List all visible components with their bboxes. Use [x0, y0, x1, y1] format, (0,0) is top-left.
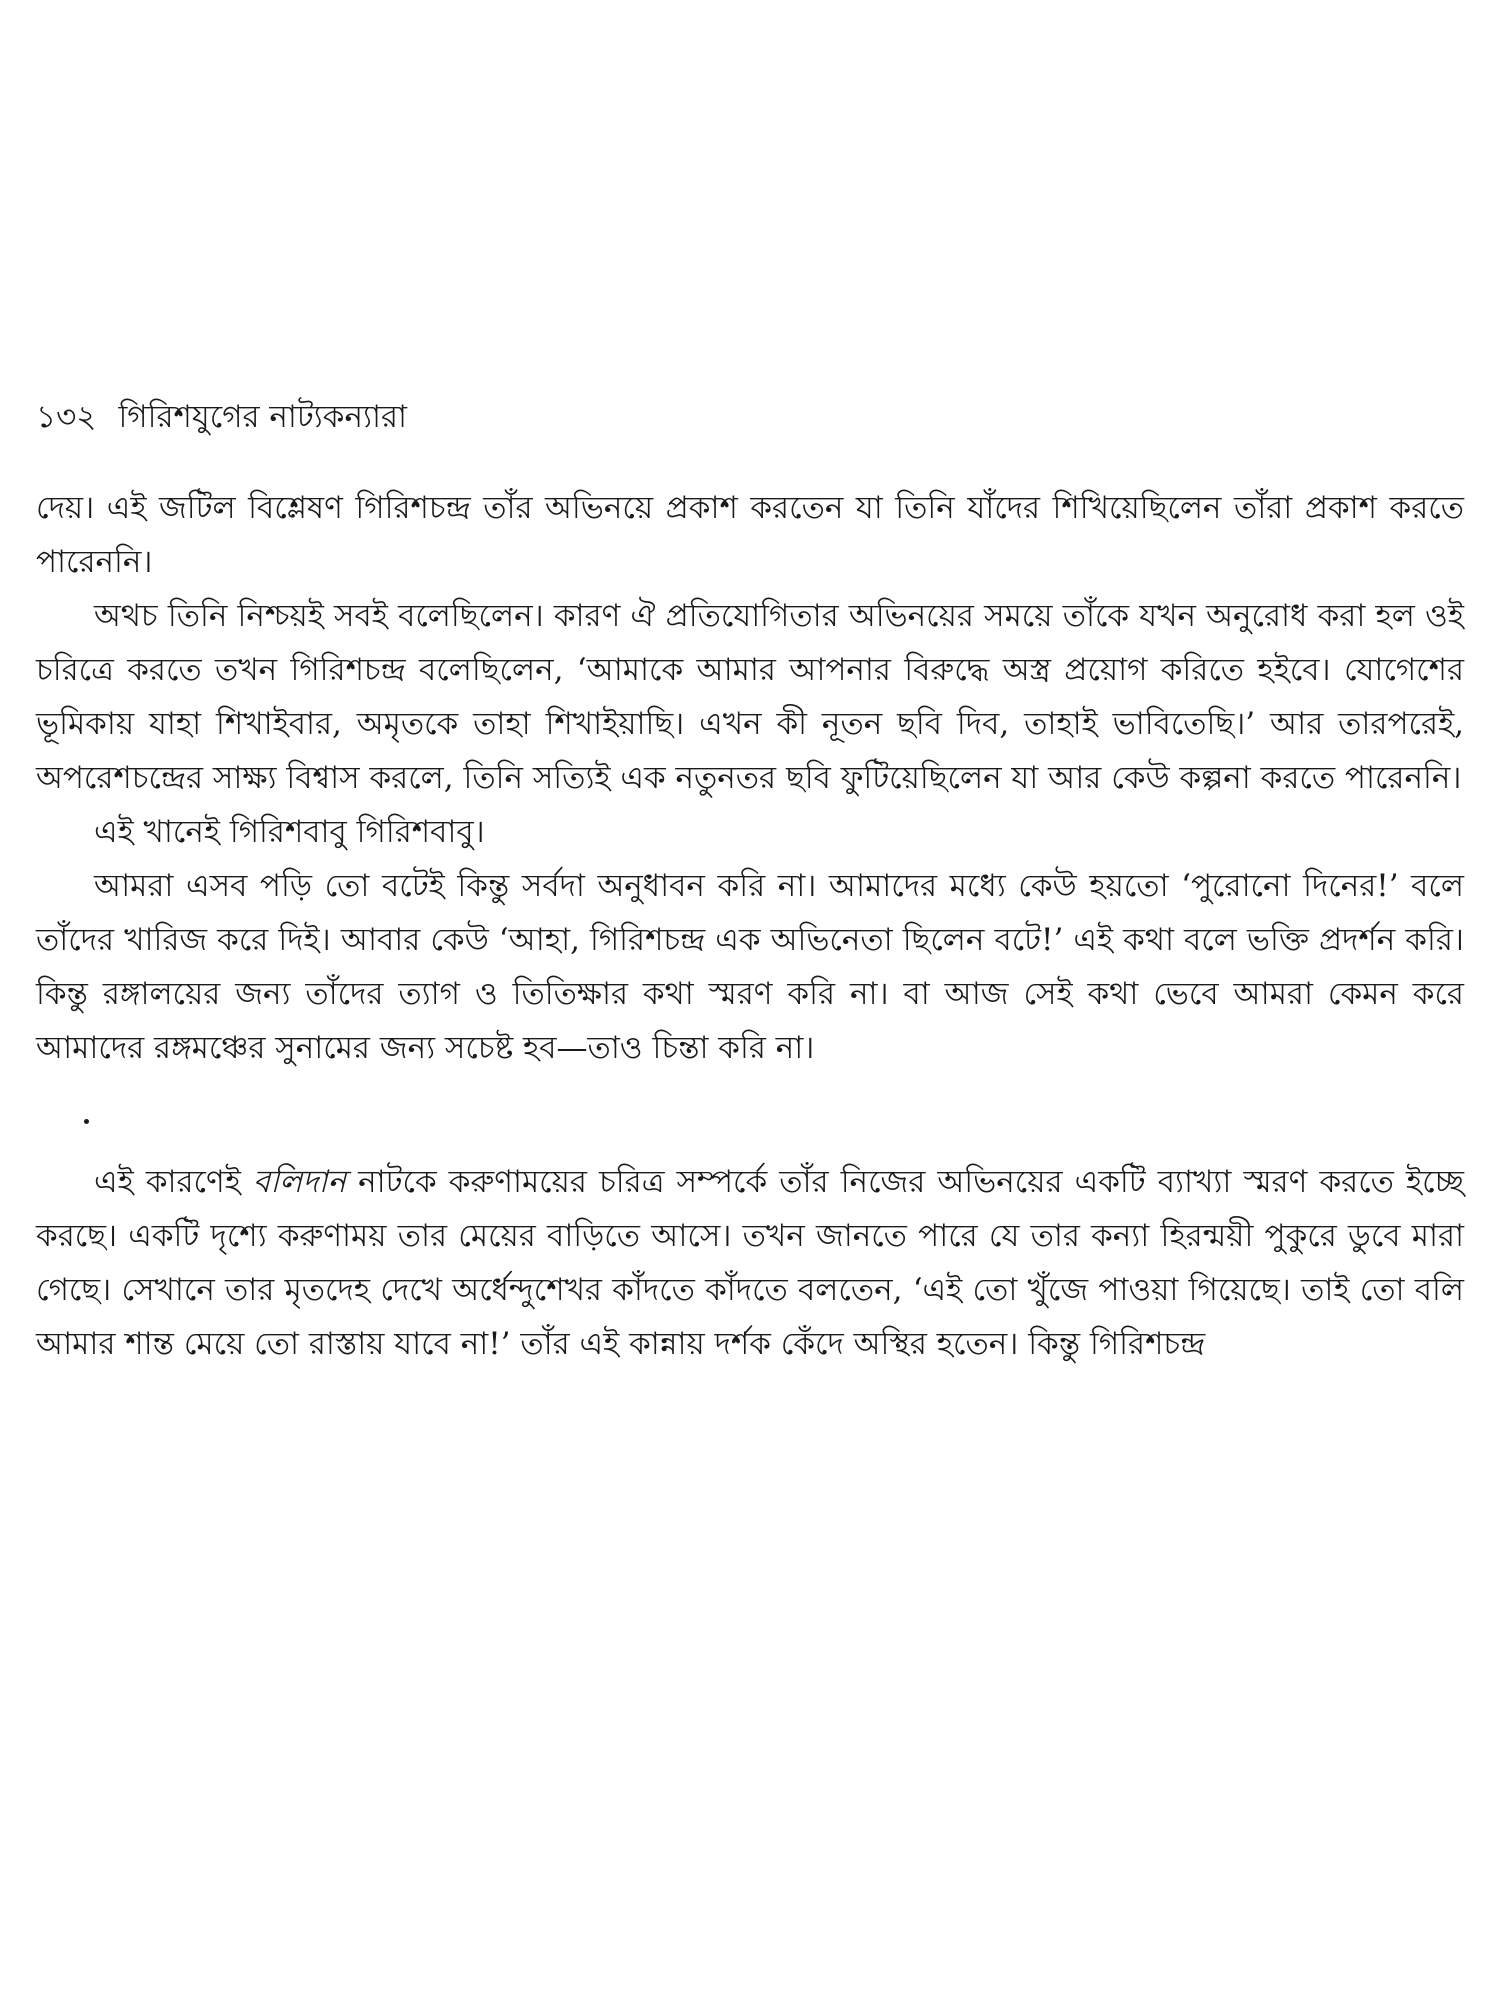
paragraph-2: অথচ তিনি নিশ্চয়ই সবই বলেছিলেন। কারণ ঐ প্রতিযোগিতার অভিনয়ের সময়ে তাঁকে যখন অনুরোধ করা হল ওই চরিত্রে করতে তখন গিরিশচন্দ্র বলেছিলেন, ‘আমাকে আমার আপনার বিরুদ্ধে অস্ত্র প্রয়োগ করিতে হইবে। যোগেশের ভূমিকায় যাহা শিখাইবার, অমৃতকে তাহা শিখাইয়াছি। এখন কী নূতন ছবি দিব, তাহাই ভাবিতেছি।’ আর তারপরেই, অপরেশচন্দ্রের সাক্ষ্য বিশ্বাস করলে, তিনি সত্যিই এক নতুনতর ছবি ফুটিয়েছিলেন যা আর কেউ কল্পনা করতে পারেননি।: [36, 598, 1464, 796]
page-number: ১৩২: [36, 399, 97, 435]
book-title: গিরিশযুগের নাট্যকন্যারা: [118, 399, 408, 435]
body-text: [36, 481, 1464, 1371]
paragraph-4: আমরা এসব পড়ি তো বটেই কিন্তু সর্বদা অনুধাবন করি না। আমাদের মধ্যে কেউ হয়তো ‘পুরোনো দিনের!’ বলে তাঁদের খারিজ করে দিই। আবার কেউ ‘আহা, গিরিশচন্দ্র এক অভিনেতা ছিলেন বটে!’ এই কথা বলে ভক্তি প্রদর্শন করি। কিন্তু রঙ্গালয়ের জন্য তাঁদের ত্যাগ ও তিতিক্ষার কথা স্মরণ করি না। বা আজ সেই কথা ভেবে আমরা কেমন করে আমাদের রঙ্গমঞ্চের সুনামের জন্য সচেষ্ট হব—তাও চিন্তা করি না।: [36, 868, 1464, 1066]
running-head: [36, 395, 1464, 439]
play-title-italic: বলিদান: [253, 1164, 346, 1200]
paragraph-5-lead: এই কারণেই: [94, 1164, 253, 1200]
paragraph-5: [36, 1155, 1464, 1371]
paragraph-3: এই খানেই গিরিশবাবু গিরিশবাবু।: [94, 814, 485, 850]
paragraph-5-rest: নাটকে করুণাময়ের চরিত্র সম্পর্কে তাঁর নিজের অভিনয়ের একটি ব্যাখ্যা স্মরণ করতে ইচ্ছে করছে। একটি দৃশ্যে করুণাময় তার মেয়ের বাড়িতে আসে। তখন জানতে পারে যে তার কন্যা হিরন্ময়ী পুকুরে ডুবে মারা গেছে। সেখানে তার মৃতদেহ দেখে অর্ধেন্দুশেখর কাঁদতে কাঁদতে বলতেন, ‘এই তো খুঁজে পাওয়া গিয়েছে। তাই তো বলি আমার শান্ত মেয়ে তো রাস্তায় যাবে না!’ তাঁর এই কান্নায় দর্শক কেঁদে অস্থির হতেন। কিন্তু গিরিশচন্দ্র: [36, 1164, 1464, 1362]
stray-dot: [84, 1119, 89, 1124]
paragraph-1: দেয়। এই জটিল বিশ্লেষণ গিরিশচন্দ্র তাঁর অভিনয়ে প্রকাশ করতেন যা তিনি যাঁদের শিখিয়েছিলেন তাঁরা প্রকাশ করতে পারেননি।: [36, 490, 1464, 580]
book-page: [36, 395, 1464, 1371]
section-gap: [36, 1075, 1464, 1155]
